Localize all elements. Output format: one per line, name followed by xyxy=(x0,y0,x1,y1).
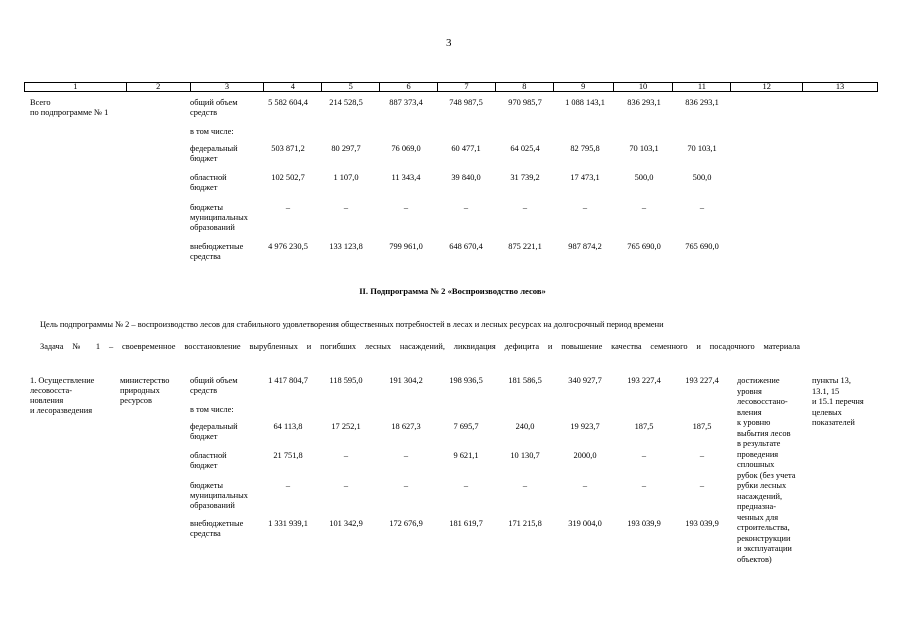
expected-result: лесовосстано- xyxy=(737,397,788,406)
table-cell-value: – xyxy=(343,481,349,490)
table-cell-value: 765 690,0 xyxy=(685,242,719,251)
table-cell-value: 76 069,0 xyxy=(391,144,421,153)
table-cell-value: 198 936,5 xyxy=(449,376,483,385)
table-cell-value: 193 039,9 xyxy=(685,519,719,528)
table-cell-value: 648 670,4 xyxy=(449,242,483,251)
table-cell-value: 10 130,7 xyxy=(510,451,540,460)
table-cell-value: 80 297,7 xyxy=(331,144,361,153)
expected-result: ченных для xyxy=(737,512,779,522)
row-title: лесовосста- xyxy=(30,386,73,395)
table-header-row xyxy=(24,82,878,92)
table-cell-value: – xyxy=(641,203,647,212)
row-label: средства xyxy=(190,529,221,538)
row-label: средств xyxy=(190,386,218,395)
target-indicators: показателей xyxy=(812,418,855,427)
row-label: бюджеты xyxy=(190,203,224,212)
table-cell-value: 875 221,1 xyxy=(508,242,542,251)
task-paragraph: Задача № 1 – своевременное восстановление вырубленных и погибших лесных насаждений, ликвидация дефицита и повышение качества семенного и посадочного материала xyxy=(40,342,800,351)
expected-result: в результате xyxy=(737,439,781,448)
row-label: в том числе: xyxy=(190,127,234,136)
table-cell-value: 181 619,7 xyxy=(449,519,483,528)
row-title: Всего xyxy=(30,98,51,107)
row-label: бюджет xyxy=(190,154,218,163)
section-title: II. Подпрограмма № 2 «Воспроизводство лесов» xyxy=(359,286,546,296)
table-cell-value: 887 373,4 xyxy=(389,98,423,107)
table-cell-value: 19 923,7 xyxy=(570,422,600,431)
header-cell-7: 7 xyxy=(438,83,496,91)
target-indicators: 13.1, 15 xyxy=(812,386,840,396)
table-cell-value: 17 252,1 xyxy=(331,422,361,431)
row-label: образований xyxy=(190,223,235,232)
executor: министерство xyxy=(120,376,170,385)
row-title: и лесоразведения xyxy=(30,406,93,415)
page-number: 3 xyxy=(446,37,452,49)
target-indicators: целевых xyxy=(812,407,842,417)
table-cell-value: – xyxy=(582,203,588,212)
table-cell-value: – xyxy=(522,481,528,490)
table-cell-value: 102 502,7 xyxy=(271,173,305,182)
table-cell-value: 836 293,1 xyxy=(685,98,719,107)
row-label: внебюджетные xyxy=(190,519,244,528)
expected-result: достижение xyxy=(737,376,780,385)
row-label: муниципальных xyxy=(190,491,248,500)
table-cell-value: 193 227,4 xyxy=(685,376,719,385)
table-cell-value: 799 961,0 xyxy=(389,242,423,251)
row-label: бюджеты xyxy=(190,481,224,490)
header-cell-9: 9 xyxy=(554,83,614,91)
header-cell-8: 8 xyxy=(496,83,554,91)
target-indicators: и 15.1 перечня xyxy=(812,397,864,406)
table-cell-value: 70 103,1 xyxy=(687,144,717,153)
table-cell-value: 193 039,9 xyxy=(627,519,661,528)
expected-result: и эксплуатации xyxy=(737,544,792,553)
table-cell-value: 987 874,2 xyxy=(568,242,602,251)
table-cell-value: 970 985,7 xyxy=(508,98,542,107)
table-cell-value: – xyxy=(403,451,409,460)
expected-result: предназна- xyxy=(737,502,777,511)
table-cell-value: – xyxy=(343,451,349,460)
table-cell-value: 187,5 xyxy=(692,422,712,431)
header-cell-6: 6 xyxy=(380,83,438,91)
expected-result: реконструкции xyxy=(737,533,791,543)
table-cell-value: 5 582 604,4 xyxy=(268,98,308,107)
row-label: областной xyxy=(190,173,227,182)
row-title: 1. Осуществление xyxy=(30,376,95,385)
table-cell-value: 11 343,4 xyxy=(391,173,421,182)
row-label: областной xyxy=(190,451,227,460)
table-cell-value: 1 417 804,7 xyxy=(268,376,308,385)
expected-result: объектов) xyxy=(737,554,772,564)
expected-result: уровня xyxy=(737,386,762,396)
table-cell-value: 7 695,7 xyxy=(453,422,479,431)
table-cell-value: 64 113,8 xyxy=(273,422,303,431)
row-title: по подпрограмме № 1 xyxy=(30,108,109,117)
table-cell-value: 4 976 230,5 xyxy=(268,242,308,251)
table-cell-value: 1 107,0 xyxy=(333,173,359,182)
table-cell-value: 191 304,2 xyxy=(389,376,423,385)
header-cell-1: 1 xyxy=(25,83,127,91)
expected-result: к уровню xyxy=(737,418,771,427)
table-cell-value: 503 871,2 xyxy=(271,144,305,153)
header-cell-12: 12 xyxy=(731,83,803,91)
row-label: образований xyxy=(190,501,235,510)
row-label: бюджет xyxy=(190,432,218,441)
header-cell-10: 10 xyxy=(614,83,674,91)
table-cell-value: 836 293,1 xyxy=(627,98,661,107)
table-cell-value: – xyxy=(641,481,647,490)
table-cell-value: 64 025,4 xyxy=(510,144,540,153)
row-label: муниципальных xyxy=(190,213,248,222)
table-cell-value: – xyxy=(522,203,528,212)
row-label: средства xyxy=(190,252,221,261)
expected-result: рубки лесных xyxy=(737,481,787,490)
table-cell-value: – xyxy=(641,451,647,460)
row-label: бюджет xyxy=(190,461,218,470)
row-label: общий объем xyxy=(190,98,238,107)
executor: ресурсов xyxy=(120,396,152,405)
table-cell-value: – xyxy=(699,203,705,212)
header-cell-4: 4 xyxy=(264,83,322,91)
expected-result: рубок (без учета xyxy=(737,470,796,480)
table-cell-value: 319 004,0 xyxy=(568,519,602,528)
table-cell-value: 118 595,0 xyxy=(329,376,363,385)
expected-result: вления xyxy=(737,407,762,417)
expected-result: насаждений, xyxy=(737,491,783,501)
table-cell-value: 101 342,9 xyxy=(329,519,363,528)
table-cell-value: 39 840,0 xyxy=(451,173,481,182)
row-label: бюджет xyxy=(190,183,218,192)
header-cell-3: 3 xyxy=(191,83,265,91)
table-cell-value: – xyxy=(463,481,469,490)
table-cell-value: 240,0 xyxy=(515,422,535,431)
row-title: новления xyxy=(30,396,64,405)
table-cell-value: 133 123,8 xyxy=(329,242,363,251)
header-cell-11: 11 xyxy=(673,83,731,91)
table-cell-value: – xyxy=(699,481,705,490)
table-cell-value: 181 586,5 xyxy=(508,376,542,385)
table-cell-value: 172 676,9 xyxy=(389,519,423,528)
row-label: федеральный xyxy=(190,144,238,153)
table-cell-value: – xyxy=(403,203,409,212)
table-cell-value: – xyxy=(343,203,349,212)
table-cell-value: 765 690,0 xyxy=(627,242,661,251)
table-cell-value: 500,0 xyxy=(692,173,712,182)
table-cell-value: 17 473,1 xyxy=(570,173,600,182)
table-cell-value: – xyxy=(463,203,469,212)
row-label: в том числе: xyxy=(190,405,234,414)
goal-paragraph: Цель подпрограммы № 2 – воспроизводство лесов для стабильного удовлетворения общественных потребностей в лесах и лесных ресурсах на долгосрочный период времени xyxy=(40,320,664,329)
expected-result: проведения xyxy=(737,449,779,459)
table-cell-value: 21 751,8 xyxy=(273,451,303,460)
target-indicators: пункты 13, xyxy=(812,376,851,385)
table-cell-value: 18 627,3 xyxy=(391,422,421,431)
row-label: средств xyxy=(190,108,218,117)
expected-result: выбытия лесов xyxy=(737,428,791,438)
table-cell-value: 500,0 xyxy=(634,173,654,182)
table-cell-value: 187,5 xyxy=(634,422,654,431)
expected-result: сплошных xyxy=(737,460,775,469)
header-cell-2: 2 xyxy=(127,83,191,91)
table-cell-value: – xyxy=(285,203,291,212)
table-cell-value: – xyxy=(582,481,588,490)
table-cell-value: – xyxy=(403,481,409,490)
expected-result: строительства, xyxy=(737,523,790,532)
row-label: федеральный xyxy=(190,422,238,431)
table-cell-value: 60 477,1 xyxy=(451,144,481,153)
table-cell-value: 1 331 939,1 xyxy=(268,519,308,528)
table-cell-value: 2000,0 xyxy=(573,451,597,460)
table-cell-value: 1 088 143,1 xyxy=(565,98,605,107)
table-cell-value: 748 987,5 xyxy=(449,98,483,107)
table-cell-value: – xyxy=(285,481,291,490)
table-cell-value: 70 103,1 xyxy=(629,144,659,153)
table-cell-value: 171 215,8 xyxy=(508,519,542,528)
table-cell-value: 9 621,1 xyxy=(453,451,479,460)
row-label: общий объем xyxy=(190,376,238,385)
table-cell-value: 340 927,7 xyxy=(568,376,602,385)
row-label: внебюджетные xyxy=(190,242,244,251)
table-cell-value: 82 795,8 xyxy=(570,144,600,153)
executor: природных xyxy=(120,386,160,395)
table-cell-value: 193 227,4 xyxy=(627,376,661,385)
table-cell-value: 214 528,5 xyxy=(329,98,363,107)
table-cell-value: – xyxy=(699,451,705,460)
header-cell-5: 5 xyxy=(322,83,380,91)
table-cell-value: 31 739,2 xyxy=(510,173,540,182)
header-cell-13: 13 xyxy=(835,82,845,91)
